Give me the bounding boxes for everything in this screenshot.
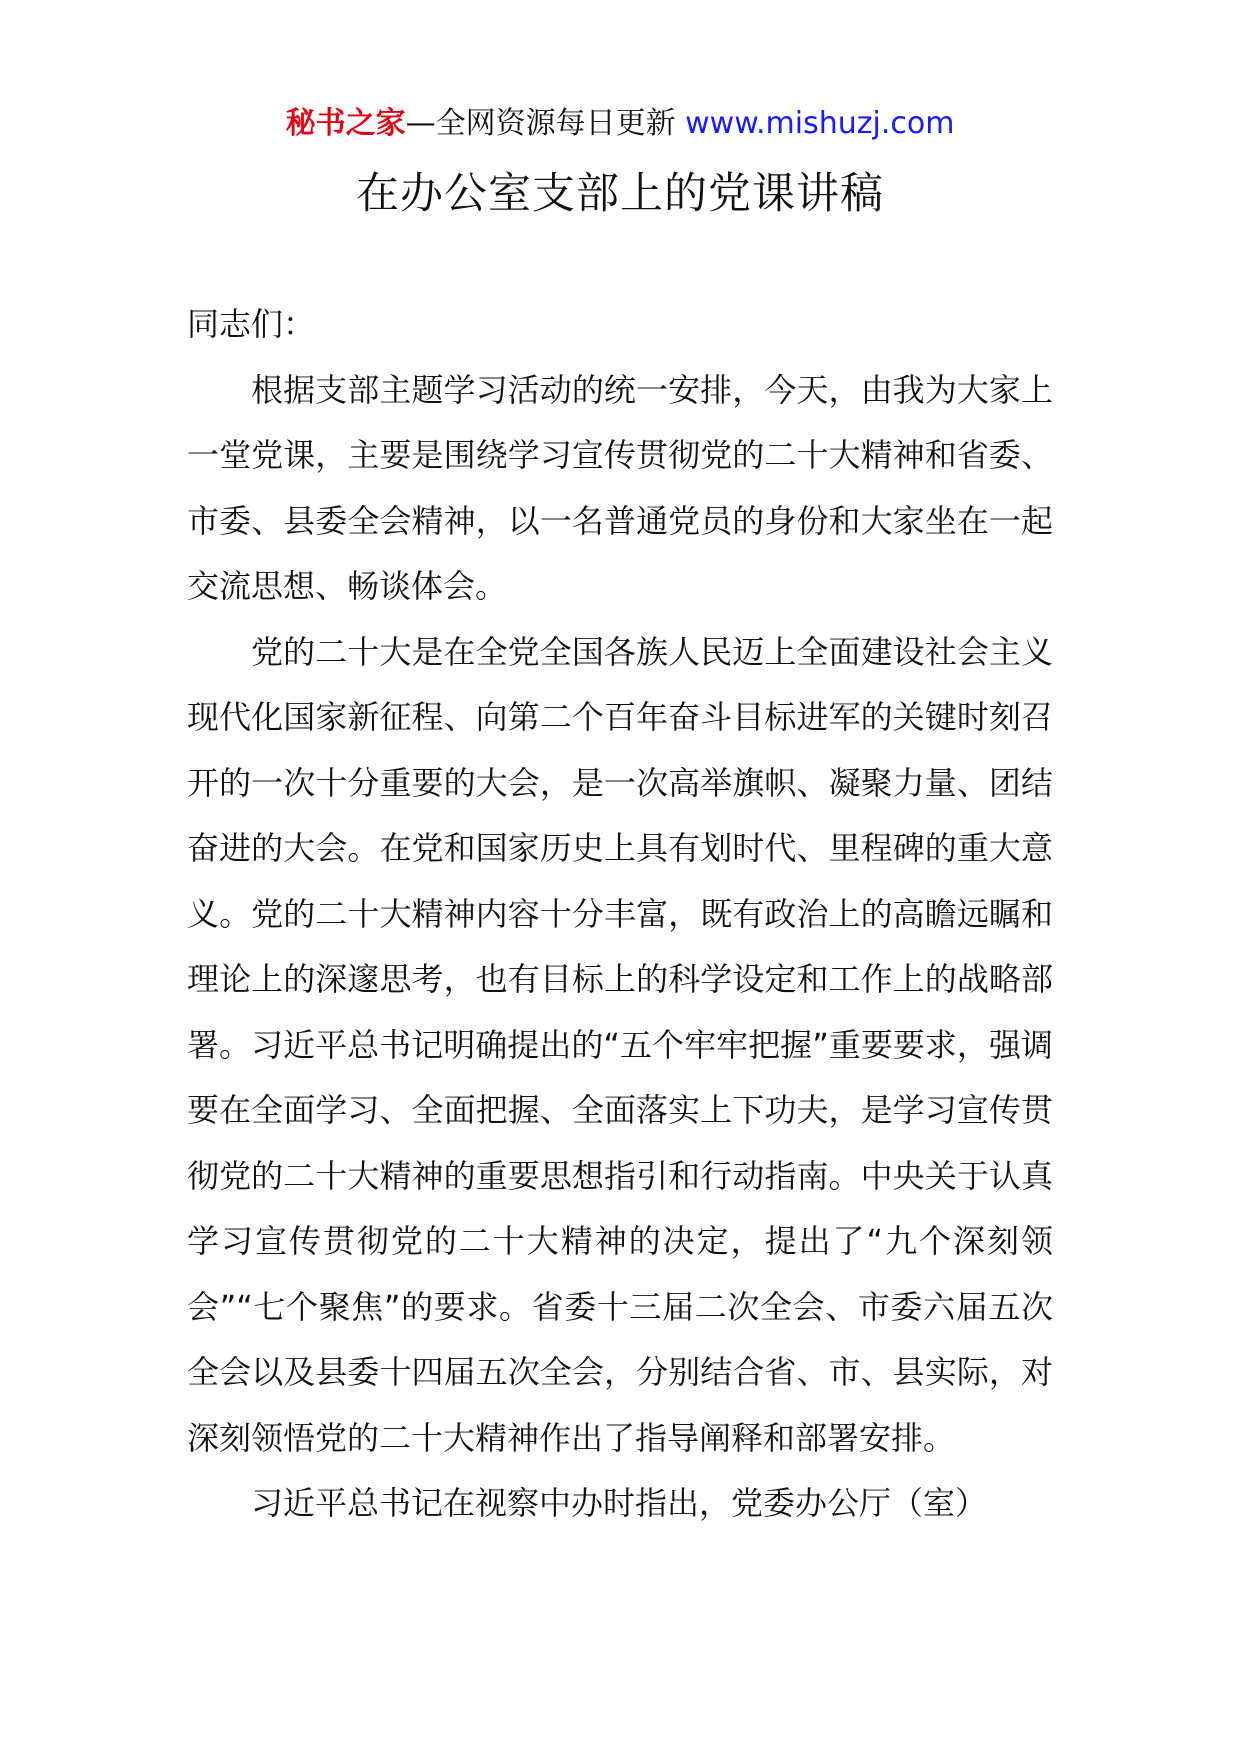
site-banner — [0, 104, 1240, 144]
salutation: 同志们： — [187, 305, 316, 343]
document-body — [187, 292, 1053, 1537]
site-url-link[interactable]: www.mishuzj.com — [685, 106, 955, 141]
paragraph-1: 根据支部主题学习活动的统一安排，今天，由我为大家上一堂党课，主要是围绕学习宣传贯彻党的二十大精神和省委、市委、县委全会精神，以一名普通党员的身份和大家坐在一起交流思想、畅谈体会。 — [187, 370, 1053, 605]
banner-slogan: —全网资源每日更新 — [405, 106, 686, 141]
document-title: 在办公室支部上的党课讲稿 — [356, 169, 884, 219]
paragraph-3: 习近平总书记在视察中办时指出，党委办公厅（室） — [251, 1484, 988, 1522]
paragraph-2: 党的二十大是在全党全国各族人民迈上全面建设社会主义现代化国家新征程、向第二个百年奋斗目标进军的关键时刻召开的一次十分重要的大会，是一次高举旗帜、凝聚力量、团结奋进的大会。在党和国家历史上具有划时代、里程碑的重大意义。党的二十大精神内容十分丰富，既有政治上的高瞻远瞩和理论上的深邃思考，也有目标上的科学设定和工作上的战略部署。习近平总书记明确提出的“五个牢牢把握”重要要求，强调要在全面学习、全面把握、全面落实上下功夫，是学习宣传贯彻党的二十大精神的重要思想指引和行动指南。中央关于认真学习宣传贯彻党的二十大精神的决定，提出了“九个深刻领会”“七个聚焦”的要求。省委十三届二次全会、市委六届五次全会以及县委十四届五次全会，分别结合省、市、县实际，对深刻领悟党的二十大精神作出了指导阐释和部署安排。 — [187, 632, 1053, 1457]
brand-name: 秘书之家 — [285, 106, 406, 141]
